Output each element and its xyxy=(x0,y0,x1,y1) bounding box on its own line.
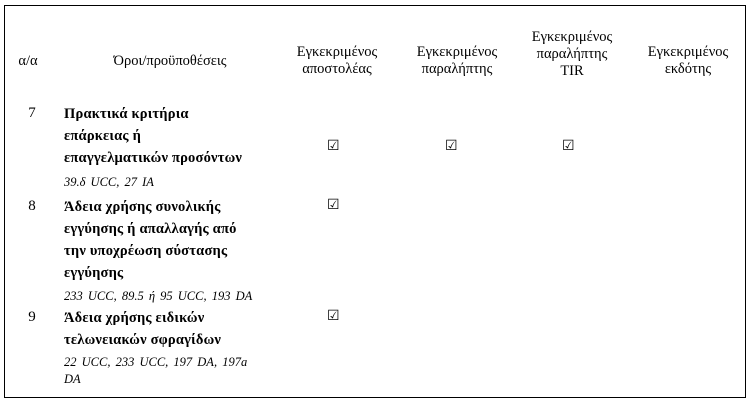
header-issuer-line1: Εγκεκριμένος xyxy=(647,44,729,60)
header-tir-line3: TIR xyxy=(560,63,584,79)
header-authorised-consignee xyxy=(398,44,516,78)
checkbox-checked-icon: ☑ xyxy=(562,138,575,154)
row-title-line: επαγγελματικών προσόντων xyxy=(64,150,243,166)
row-title-line: Άδεια χρήσης ειδικών xyxy=(64,310,205,326)
row-title-line: τελωνειακών σφραγίδων xyxy=(64,332,222,348)
row-title xyxy=(64,196,279,284)
row-title xyxy=(64,103,279,169)
row-title-line: εγγύησης xyxy=(64,265,124,281)
row-legal-reference xyxy=(64,174,276,191)
header-authorised-consignor xyxy=(278,44,396,78)
header-consignee-line1: Εγκεκριμένος xyxy=(416,44,498,60)
header-authorised-issuer xyxy=(633,44,743,78)
header-consignor-line2: αποστολέας xyxy=(302,61,372,77)
header-serial-number-label: α/α xyxy=(18,53,38,69)
row-legal-reference xyxy=(64,288,276,305)
header-terms-label: Όροι/προϋποθέσεις xyxy=(113,53,227,69)
row-number: 9 xyxy=(28,309,36,325)
checkbox-checked-icon: ☑ xyxy=(327,308,340,324)
row-title xyxy=(64,307,279,351)
row-number: 7 xyxy=(28,105,36,121)
header-tir-line1: Εγκεκριμένος xyxy=(531,29,613,45)
row-reference-line: 39.δ UCC, 27 IA xyxy=(64,175,154,189)
header-serial-number xyxy=(11,53,45,70)
row-reference-line: DA xyxy=(64,372,81,386)
header-consignor-line1: Εγκεκριμένος xyxy=(296,44,378,60)
header-terms-conditions xyxy=(75,53,265,70)
row-reference-line: 233 UCC, 89.5 ή 95 UCC, 193 DA xyxy=(64,289,253,303)
checkbox-checked-icon: ☑ xyxy=(327,138,340,154)
row-legal-reference xyxy=(64,354,276,388)
requirements-table xyxy=(4,5,746,398)
header-authorised-consignee-tir xyxy=(517,29,627,80)
row-title-line: εγγύησης ή απαλλαγής από xyxy=(64,221,237,237)
row-reference-line: 22 UCC, 233 UCC, 197 DA, 197a xyxy=(64,355,248,369)
row-number: 8 xyxy=(28,198,36,214)
checkbox-checked-icon: ☑ xyxy=(445,138,458,154)
row-title-line: Πρακτικά κριτήρια xyxy=(64,106,189,122)
row-title-line: επάρκειας ή xyxy=(64,128,142,144)
header-tir-line2: παραλήπτης xyxy=(536,46,608,62)
row-title-line: την υποχρέωση σύστασης xyxy=(64,243,228,259)
header-issuer-line2: εκδότης xyxy=(664,61,712,77)
row-title-line: Άδεια χρήσης συνολικής xyxy=(64,199,221,215)
header-consignee-line2: παραλήπτης xyxy=(421,61,493,77)
checkbox-checked-icon: ☑ xyxy=(327,197,340,213)
